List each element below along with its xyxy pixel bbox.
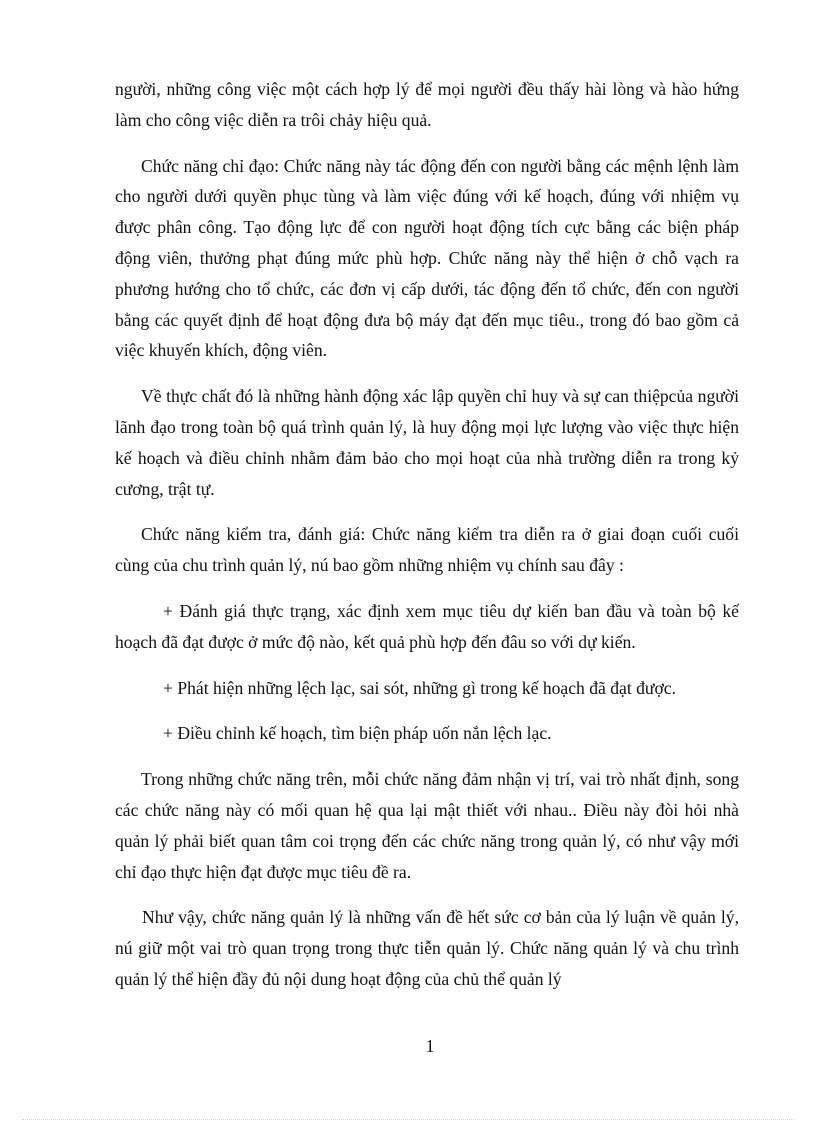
paragraph-directing-function: Chức năng chỉ đạo: Chức năng này tác động đến con người bằng các mệnh lệnh làm cho người dưới quyền phục tùng và làm việc đúng với kế hoạch, đúng với nhiệm vụ được phân công. Tạo động lực để con người hoạt động tích cực bằng các biện pháp động viên, thưởng phạt đúng mức phù hợp. Chức năng này thể hiện ở chỗ vạch ra phương hướng cho tổ chức, các đơn vị cấp dưới, tác động đến tổ chức, đến con người bằng các quyết định để hoạt động đưa bộ máy đạt đến mục tiêu., trong đó bao gồm cả việc khuyến khích, động viên. <box>115 155 739 361</box>
paragraph-essence: Về thực chất đó là những hành động xác lập quyền chỉ huy và sự can thiệpcủa người lãnh đạo trong toàn bộ quá trình quản lý, là huy động mọi lực lượng vào việc thực hiện kế hoạch và điều chỉnh nhằm đảm bảo cho mọi hoạt của nhà trường diễn ra trong kỷ cương, trật tự. <box>115 386 739 499</box>
paragraph-inspection-function: Chức năng kiểm tra, đánh giá: Chức năng kiểm tra diễn ra ở giai đoạn cuối cuối cùng của chu trình quản lý, nú bao gồm những nhiệm vụ chính sau đây : <box>115 524 739 576</box>
page-bottom-divider <box>22 1119 794 1120</box>
paragraph-continuation: người, những công việc một cách hợp lý để mọi người đều thấy hài lòng và hào hứng làm cho công việc diễn ra trôi chảy hiệu quả. <box>115 79 739 130</box>
list-item-detect: + Phát hiện những lệch lạc, sai sót, những gì trong kế hoạch đã đạt được. <box>163 677 676 698</box>
document-body <box>115 74 739 1010</box>
list-item-assess: + Đánh giá thực trạng, xác định xem mục tiêu dự kiến ban đầu và toàn bộ kế hoạch đã đạt được ở mức độ nào, kết quả phù hợp đến đâu so với dự kiến. <box>115 600 739 652</box>
paragraph-conclusion: Như vậy, chức năng quản lý là những vấn đề hết sức cơ bản của lý luận về quản lý, nú giữ một vai trò quan trọng trong thực tiễn quản lý. Chức năng quản lý và chu trình quản lý thể hiện đầy đủ nội dung hoạt động của chủ thể quản lý <box>115 907 739 989</box>
page-number: 1 <box>425 1036 435 1056</box>
list-item-adjust: + Điều chỉnh kế hoạch, tìm biện pháp uốn nắn lệch lạc. <box>163 723 552 744</box>
paragraph-relationship: Trong những chức năng trên, mỗi chức năng đảm nhận vị trí, vai trò nhất định, song các chức năng này có mối quan hệ qua lại mật thiết với nhau.. Điều này đòi hỏi nhà quản lý phải biết quan tâm coi trọng đến các chức năng trong quản lý, có như vậy mới chỉ đạo thực hiện đạt được mục tiêu đề ra. <box>115 769 739 882</box>
